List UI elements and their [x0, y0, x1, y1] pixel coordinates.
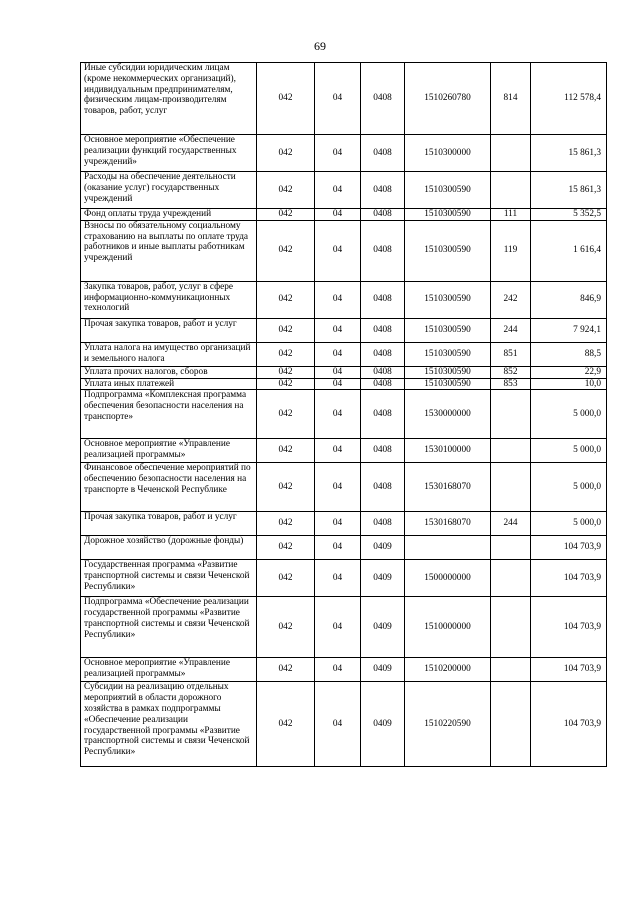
subsection-cell: 0408 — [361, 63, 405, 135]
row-name-cell: Фонд оплаты труда учреждений — [81, 209, 257, 221]
table-row — [81, 682, 607, 767]
target-article-cell: 1530000000 — [405, 390, 491, 439]
section-cell: 04 — [315, 342, 361, 366]
row-name-cell: Взносы по обязательному социальному страхованию на выплаты по оплате труда работников и иные выплаты работникам учреждений — [81, 220, 257, 281]
row-name-cell: Прочая закупка товаров, работ и услуг — [81, 318, 257, 342]
subsection-cell: 0408 — [361, 209, 405, 221]
target-article-cell: 1510300590 — [405, 318, 491, 342]
code-cell: 042 — [257, 318, 315, 342]
amount-cell: 104 703,9 — [531, 597, 607, 658]
table-row — [81, 63, 607, 135]
expense-type-cell — [491, 597, 531, 658]
table-row — [81, 318, 607, 342]
expense-type-cell: 852 — [491, 366, 531, 378]
target-article-cell: 1510000000 — [405, 597, 491, 658]
code-cell: 042 — [257, 390, 315, 439]
amount-cell: 104 703,9 — [531, 560, 607, 597]
target-article-cell: 1530168070 — [405, 512, 491, 536]
subsection-cell: 0408 — [361, 135, 405, 172]
code-cell: 042 — [257, 63, 315, 135]
amount-cell: 5 000,0 — [531, 463, 607, 512]
target-article-cell: 1500000000 — [405, 560, 491, 597]
row-name-cell: Финансовое обеспечение мероприятий по обеспечению безопасности населения на транспорте в Чеченской Республике — [81, 463, 257, 512]
expense-type-cell: 851 — [491, 342, 531, 366]
target-article-cell: 1510300590 — [405, 209, 491, 221]
target-article-cell: 1510300590 — [405, 220, 491, 281]
section-cell: 04 — [315, 536, 361, 560]
amount-cell: 7 924,1 — [531, 318, 607, 342]
code-cell: 042 — [257, 172, 315, 209]
subsection-cell: 0409 — [361, 536, 405, 560]
table-row — [81, 560, 607, 597]
subsection-cell: 0409 — [361, 597, 405, 658]
section-cell: 04 — [315, 439, 361, 463]
section-cell: 04 — [315, 463, 361, 512]
table-row — [81, 220, 607, 281]
section-cell: 04 — [315, 366, 361, 378]
table-row — [81, 658, 607, 682]
target-article-cell: 1510260780 — [405, 63, 491, 135]
row-name-cell: Уплата иных платежей — [81, 378, 257, 390]
amount-cell: 104 703,9 — [531, 682, 607, 767]
table-row — [81, 209, 607, 221]
section-cell: 04 — [315, 597, 361, 658]
target-article-cell: 1530168070 — [405, 463, 491, 512]
code-cell: 042 — [257, 682, 315, 767]
table-row — [81, 439, 607, 463]
target-article-cell: 1510300000 — [405, 135, 491, 172]
code-cell: 042 — [257, 220, 315, 281]
amount-cell: 104 703,9 — [531, 658, 607, 682]
amount-cell: 88,5 — [531, 342, 607, 366]
row-name-cell: Субсидии на реализацию отдельных мероприятий в области дорожного хозяйства в рамках подпрограммы «Обеспечение реализации государственной программы «Развитие транспортной системы и связи Чеченской Республики» — [81, 682, 257, 767]
row-name-cell: Государственная программа «Развитие транспортной системы и связи Чеченской Республики» — [81, 560, 257, 597]
target-article-cell: 1510300590 — [405, 342, 491, 366]
row-name-cell: Уплата прочих налогов, сборов — [81, 366, 257, 378]
code-cell: 042 — [257, 463, 315, 512]
row-name-cell: Расходы на обеспечение деятельности (оказание услуг) государственных учреждений — [81, 172, 257, 209]
target-article-cell: 1510220590 — [405, 682, 491, 767]
row-name-cell: Иные субсидии юридическим лицам (кроме некоммерческих организаций), индивидуальным предпринимателям, физическим лицам-производителям товаров, работ, услуг — [81, 63, 257, 135]
subsection-cell: 0408 — [361, 172, 405, 209]
expense-type-cell: 111 — [491, 209, 531, 221]
row-name-cell: Подпрограмма «Комплексная программа обеспечения безопасности населения на транспорте» — [81, 390, 257, 439]
table-row — [81, 281, 607, 318]
subsection-cell: 0408 — [361, 390, 405, 439]
subsection-cell: 0408 — [361, 463, 405, 512]
expense-type-cell: 242 — [491, 281, 531, 318]
section-cell: 04 — [315, 658, 361, 682]
code-cell: 042 — [257, 512, 315, 536]
section-cell: 04 — [315, 682, 361, 767]
amount-cell: 112 578,4 — [531, 63, 607, 135]
section-cell: 04 — [315, 512, 361, 536]
expense-type-cell — [491, 682, 531, 767]
code-cell: 042 — [257, 597, 315, 658]
row-name-cell: Уплата налога на имущество организаций и земельного налога — [81, 342, 257, 366]
row-name-cell: Закупка товаров, работ, услуг в сфере информационно-коммуникационных технологий — [81, 281, 257, 318]
code-cell: 042 — [257, 658, 315, 682]
row-name-cell: Подпрограмма «Обеспечение реализации государственной программы «Развитие транспортной системы и связи Чеченской Республики» — [81, 597, 257, 658]
code-cell: 042 — [257, 439, 315, 463]
expense-type-cell — [491, 536, 531, 560]
expense-type-cell: 814 — [491, 63, 531, 135]
amount-cell: 15 861,3 — [531, 172, 607, 209]
expense-type-cell — [491, 172, 531, 209]
subsection-cell: 0408 — [361, 366, 405, 378]
subsection-cell: 0409 — [361, 658, 405, 682]
section-cell: 04 — [315, 560, 361, 597]
subsection-cell: 0408 — [361, 512, 405, 536]
row-name-cell: Основное мероприятие «Обеспечение реализации функций государственных учреждений» — [81, 135, 257, 172]
row-name-cell: Основное мероприятие «Управление реализацией программы» — [81, 658, 257, 682]
target-article-cell — [405, 536, 491, 560]
code-cell: 042 — [257, 366, 315, 378]
expense-type-cell — [491, 560, 531, 597]
table-row — [81, 378, 607, 390]
table-row — [81, 512, 607, 536]
expense-type-cell — [491, 439, 531, 463]
code-cell: 042 — [257, 560, 315, 597]
subsection-cell: 0408 — [361, 318, 405, 342]
budget-table — [80, 62, 607, 767]
subsection-cell: 0408 — [361, 378, 405, 390]
expense-type-cell: 244 — [491, 512, 531, 536]
subsection-cell: 0409 — [361, 560, 405, 597]
amount-cell: 5 000,0 — [531, 512, 607, 536]
amount-cell: 104 703,9 — [531, 536, 607, 560]
section-cell: 04 — [315, 220, 361, 281]
code-cell: 042 — [257, 281, 315, 318]
target-article-cell: 1510200000 — [405, 658, 491, 682]
code-cell: 042 — [257, 378, 315, 390]
subsection-cell: 0408 — [361, 439, 405, 463]
subsection-cell: 0408 — [361, 220, 405, 281]
section-cell: 04 — [315, 318, 361, 342]
target-article-cell: 1510300590 — [405, 281, 491, 318]
target-article-cell: 1510300590 — [405, 366, 491, 378]
table-row — [81, 366, 607, 378]
code-cell: 042 — [257, 342, 315, 366]
code-cell: 042 — [257, 209, 315, 221]
target-article-cell: 1510300590 — [405, 378, 491, 390]
page-number: 69 — [314, 39, 326, 53]
section-cell: 04 — [315, 281, 361, 318]
expense-type-cell: 244 — [491, 318, 531, 342]
section-cell: 04 — [315, 63, 361, 135]
target-article-cell: 1530100000 — [405, 439, 491, 463]
subsection-cell: 0408 — [361, 281, 405, 318]
row-name-cell: Основное мероприятие «Управление реализацией программы» — [81, 439, 257, 463]
table-row — [81, 463, 607, 512]
table-row — [81, 342, 607, 366]
code-cell: 042 — [257, 536, 315, 560]
row-name-cell: Дорожное хозяйство (дорожные фонды) — [81, 536, 257, 560]
amount-cell: 5 352,5 — [531, 209, 607, 221]
table-row — [81, 536, 607, 560]
expense-type-cell — [491, 390, 531, 439]
expense-type-cell — [491, 463, 531, 512]
amount-cell: 22,9 — [531, 366, 607, 378]
section-cell: 04 — [315, 172, 361, 209]
section-cell: 04 — [315, 390, 361, 439]
subsection-cell: 0408 — [361, 342, 405, 366]
amount-cell: 15 861,3 — [531, 135, 607, 172]
subsection-cell: 0409 — [361, 682, 405, 767]
code-cell: 042 — [257, 135, 315, 172]
table-row — [81, 135, 607, 172]
expense-type-cell — [491, 658, 531, 682]
expense-type-cell: 119 — [491, 220, 531, 281]
section-cell: 04 — [315, 378, 361, 390]
amount-cell: 5 000,0 — [531, 390, 607, 439]
table-row — [81, 597, 607, 658]
expense-type-cell: 853 — [491, 378, 531, 390]
amount-cell: 10,0 — [531, 378, 607, 390]
table-row — [81, 172, 607, 209]
amount-cell: 1 616,4 — [531, 220, 607, 281]
expense-type-cell — [491, 135, 531, 172]
target-article-cell: 1510300590 — [405, 172, 491, 209]
amount-cell: 846,9 — [531, 281, 607, 318]
table-row — [81, 390, 607, 439]
section-cell: 04 — [315, 135, 361, 172]
row-name-cell: Прочая закупка товаров, работ и услуг — [81, 512, 257, 536]
amount-cell: 5 000,0 — [531, 439, 607, 463]
section-cell: 04 — [315, 209, 361, 221]
table-body — [81, 63, 607, 767]
